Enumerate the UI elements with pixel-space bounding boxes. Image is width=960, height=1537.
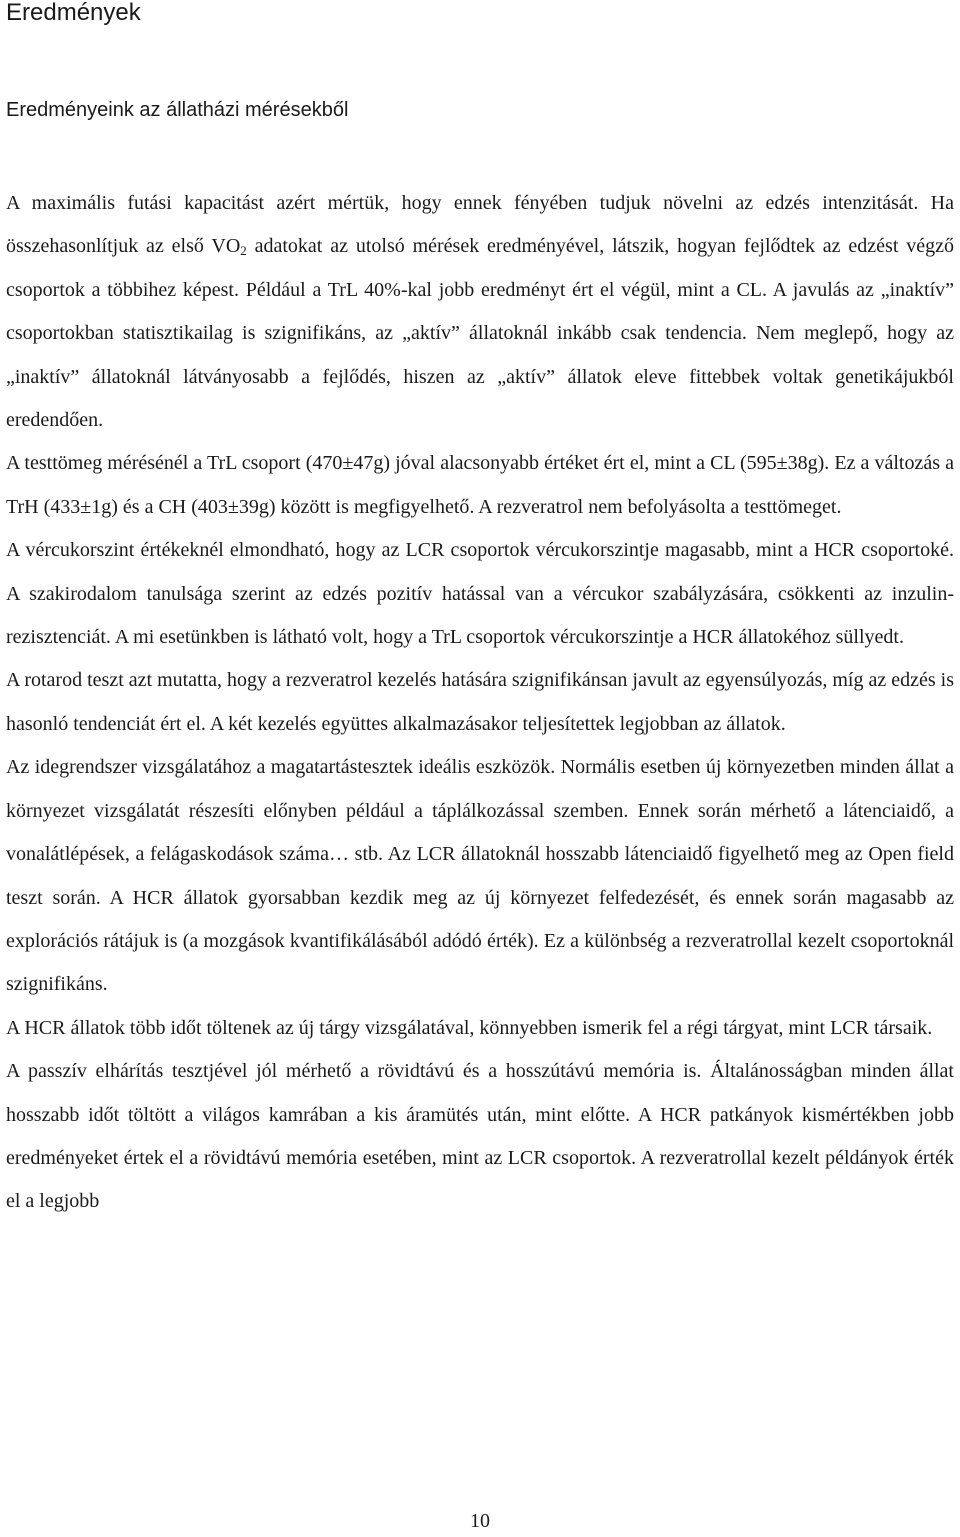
paragraph-passive-avoidance: A passzív elhárítás tesztjével jól mérhető a rövidtávú és a hosszútávú memória is. Általánosságban minden állat hosszabb időt töltött a világos kamrában a kis áramütés után, mint előtte. A HCR patkányok kismértékben jobb eredményeket értek el a rövidtávú memória esetében, mint az LCR csoportok. A rezveratrollal kezelt példányok érték el a legjobb <box>6 1060 954 1213</box>
document-body <box>6 182 954 1224</box>
section-subtitle: Eredményeink az állatházi mérésekből <box>6 99 349 121</box>
paragraph-body-weight: A testtömeg mérésénél a TrL csoport (470±47g) jóval alacsonyabb értéket ért el, mint a CL (595±38g). Ez a változás a TrH (433±1g) és a CH (403±39g) között is megfigyelhető. A rezveratrol nem befolyásolta a testtömeget. <box>6 452 954 518</box>
page-number: 10 <box>470 1510 490 1532</box>
paragraph-blood-sugar: A vércukorszint értékeknél elmondható, hogy az LCR csoportok vércukorszintje magasabb, mint a HCR csoportoké. A szakirodalom tanulsága szerint az edzés pozitív hatással van a vércukor szabályzására, csökkenti az inzulin-rezisztenciát. A mi esetünkben is látható volt, hogy a TrL csoportok vércukorszintje a HCR állatokéhoz süllyedt. <box>6 539 954 649</box>
paragraph-behavior-tests: Az idegrendszer vizsgálatához a magatartástesztek ideális eszközök. Normális esetben új környezetben minden állat a környezet vizsgálatát részesíti előnyben például a táplálkozással szemben. Ennek során mérhető a látenciaidő, a vonalátlépések, a felágaskodások száma… stb. Az LCR állatoknál hosszabb látenciaidő figyelhető meg az Open field teszt során. A HCR állatok gyorsabban kezdik meg az új környezet felfedezését, és ennek során magasabb az explorációs rátájuk is (a mozgások kvantifikálásából adódó érték). Ez a különbség a rezveratrollal kezelt csoportoknál szignifikáns. <box>6 756 954 996</box>
page-title: Eredmények <box>6 0 141 26</box>
paragraph-rotarod: A rotarod teszt azt mutatta, hogy a rezveratrol kezelés hatására szignifikánsan javult az egyensúlyozás, míg az edzés is hasonló tendenciát ért el. A két kezelés együttes alkalmazásakor teljesítettek legjobban az állatok. <box>6 669 954 735</box>
paragraph-new-object: A HCR állatok több időt töltenek az új tárgy vizsgálatával, könnyebben ismerik fel a régi tárgyat, mint LCR társaik. <box>6 1016 933 1039</box>
paragraph-vo2: A maximális futási kapacitást azért mértük, hogy ennek fényében tudjuk növelni az edzés intenzitását. Ha összehasonlítjuk az első $VO_2$ adatokat az utolsó mérések eredményével, látszik, hogyan fejlődtek az edzést végző csoportok a többihez képest. Például a TrL 40%-kal jobb eredményt ért el végül, mint a CL. A javulás az „inaktív” csoportokban statisztikailag is szignifikáns, az „aktív” állatoknál inkább csak tendencia. Nem meglepő, hogy az „inaktív” állatoknál látványosabb a fejlődés, hiszen az „aktív” állatok eleve fittebbek voltak genetikájukból eredendően. <box>6 192 954 432</box>
